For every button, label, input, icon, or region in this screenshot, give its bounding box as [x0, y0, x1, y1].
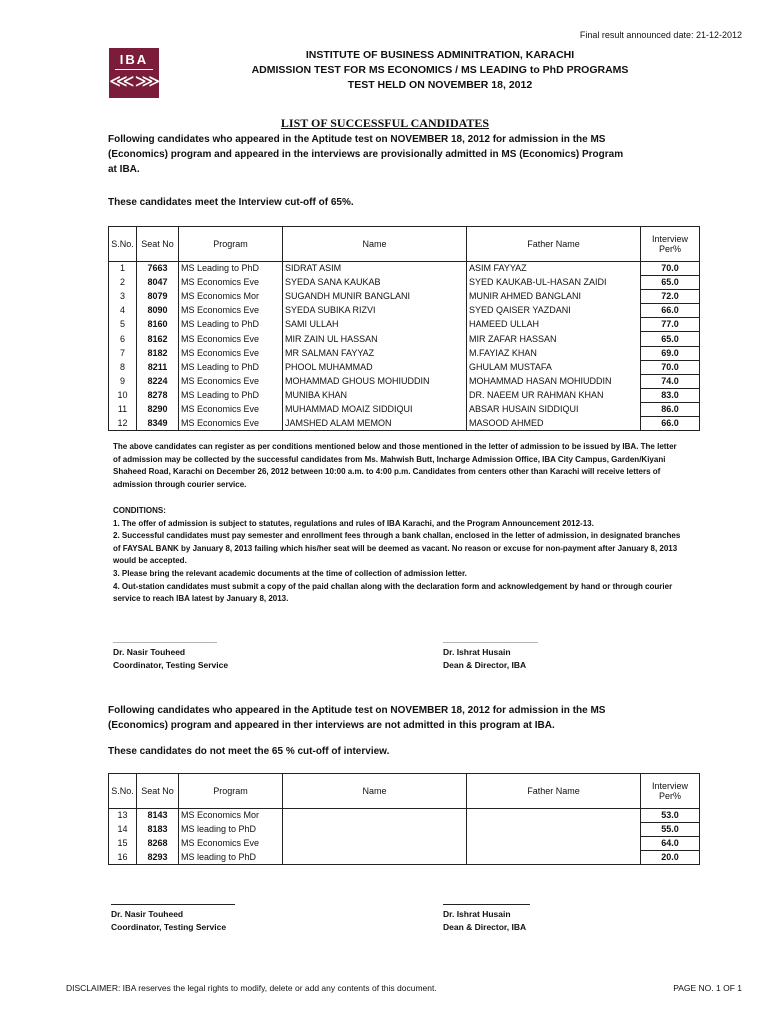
table-row — [109, 318, 700, 332]
cell-seat: 8224 — [137, 374, 179, 388]
cell-name — [283, 809, 467, 823]
col-interview: Interview Per% — [641, 227, 700, 262]
admission-test-title: ADMISSION TEST FOR MS ECONOMICS / MS LEADING to PhD PROGRAMS — [251, 64, 629, 76]
logo-mark-icon: ⋘⋙ — [109, 71, 161, 91]
cell-program: MS Economics Mor — [179, 290, 283, 304]
cell-sno: 1 — [109, 262, 137, 276]
cell-program: MS Leading to PhD — [179, 262, 283, 276]
cell-sno: 14 — [109, 823, 137, 837]
table-row — [109, 837, 700, 851]
cell-interview-pct: 83.0 — [641, 388, 700, 402]
table-row — [109, 332, 700, 346]
cell-sno: 10 — [109, 388, 137, 402]
cell-sno: 13 — [109, 809, 137, 823]
conditions-section — [113, 505, 683, 606]
cell-interview-pct: 55.0 — [641, 823, 700, 837]
col-father: Father Name — [467, 774, 641, 809]
condition-2: 2. Successful candidates must pay semester and enrollment fees through a bank challan, enclosed in the letter of admission, in designated branches of FAYSAL BANK by January 8, 2013 failing which his/her seat will be deemed as vacant. No reason or excuse for non-payment after January 8, 2013 would be accepted. — [113, 531, 681, 566]
cell-sno: 8 — [109, 360, 137, 374]
cell-seat: 8162 — [137, 332, 179, 346]
cell-program: MS leading to PhD — [179, 851, 283, 865]
logo-rule — [115, 69, 153, 70]
cell-name: MUHAMMAD MOAIZ SIDDIQUI — [283, 402, 467, 416]
cutoff-unsuccessful: These candidates do not meet the 65 % cut-off of interview. — [108, 746, 390, 757]
col-interview: Interview Per% — [641, 774, 700, 809]
signatory-title: Coordinator, Testing Service — [111, 922, 227, 932]
cell-father: MOHAMMAD HASAN MOHIUDDIN — [467, 374, 641, 388]
table-row — [109, 346, 700, 360]
cell-father: SYED QAISER YAZDANI — [467, 304, 641, 318]
cell-seat: 7663 — [137, 262, 179, 276]
cell-father: DR. NAEEM UR RAHMAN KHAN — [467, 388, 641, 402]
col-seat: Seat No — [137, 227, 179, 262]
table-row — [109, 823, 700, 837]
cell-sno: 6 — [109, 332, 137, 346]
cutoff-successful: These candidates meet the Interview cut-off of 65%. — [108, 197, 354, 208]
col-program: Program — [179, 227, 283, 262]
cell-father: GHULAM MUSTAFA — [467, 360, 641, 374]
cell-seat: 8268 — [137, 837, 179, 851]
disclaimer: DISCLAIMER: IBA reserves the legal rights to modify, delete or add any contents of this document. — [66, 983, 437, 993]
document-header — [150, 48, 730, 93]
col-sno: S.No. — [109, 774, 137, 809]
cell-name — [283, 837, 467, 851]
cell-seat: 8160 — [137, 318, 179, 332]
cell-interview-pct: 64.0 — [641, 837, 700, 851]
signatory-name: Dr. Ishrat Husain — [443, 647, 511, 657]
cell-name: JAMSHED ALAM MEMON — [283, 417, 467, 431]
cell-program: MS Economics Mor — [179, 809, 283, 823]
logo-text: IBA — [119, 52, 149, 67]
cell-sno: 2 — [109, 276, 137, 290]
cell-interview-pct: 66.0 — [641, 417, 700, 431]
table-header-row — [109, 774, 700, 809]
condition-3: 3. Please bring the relevant academic documents at the time of collection of admission letter. — [113, 568, 467, 578]
registration-note: The above candidates can register as per conditions mentioned below and those mentioned in the letter of admission to be issued by IBA. The letter of admission may be collected by the successful candidates from Ms. Mahwish Butt, Incharge Admission Office, IBA City Campus, Garden/Kiyani Shaheed Road, Karachi on December 26, 2012 between 10:00 a.m. to 4:00 p.m. Candidates from centers other than Karachi will receive letters of admission through courier service. — [113, 442, 677, 489]
cell-father: ASIM FAYYAZ — [467, 262, 641, 276]
intro-unsuccessful: Following candidates who appeared in the Aptitude test on NOVEMBER 18, 2012 for admission in the MS (Economics) program and appeared in ther interviews are not admitted in this program at IBA. — [108, 705, 606, 731]
signatory-name: Dr. Nasir Touheed — [113, 647, 186, 657]
signatory-title: Dean & Director, IBA — [443, 660, 527, 670]
condition-4: 4. Out-station candidates must submit a copy of the paid challan along with the declaration form and acknowledgement by hand or through courier service to reach IBA latest by January 8, 2013. — [113, 581, 673, 604]
cell-name: SYEDA SUBIKA RIZVI — [283, 304, 467, 318]
cell-seat: 8349 — [137, 417, 179, 431]
cell-father: ABSAR HUSAIN SIDDIQUI — [467, 402, 641, 416]
table-row — [109, 417, 700, 431]
cell-seat: 8143 — [137, 809, 179, 823]
test-date: TEST HELD ON NOVEMBER 18, 2012 — [347, 79, 533, 91]
table-row — [109, 290, 700, 304]
table-row — [109, 374, 700, 388]
cell-sno: 5 — [109, 318, 137, 332]
announce-date: Final result announced date: 21-12-2012 — [579, 30, 742, 40]
cell-interview-pct: 66.0 — [641, 304, 700, 318]
table-row — [109, 851, 700, 865]
cell-father: MIR ZAFAR HASSAN — [467, 332, 641, 346]
cell-father — [467, 823, 641, 837]
cell-father — [467, 809, 641, 823]
signature-line: ____________________ — [443, 634, 538, 644]
list-title: LIST OF SUCCESSFUL CANDIDATES — [280, 116, 490, 130]
cell-seat: 8211 — [137, 360, 179, 374]
cell-father: SYED KAUKAB-UL-HASAN ZAIDI — [467, 276, 641, 290]
cell-seat: 8182 — [137, 346, 179, 360]
signature-dean-2 — [443, 908, 526, 934]
cell-program: MS Leading to PhD — [179, 388, 283, 402]
cell-program: MS Economics Eve — [179, 332, 283, 346]
cell-seat: 8047 — [137, 276, 179, 290]
table-row — [109, 809, 700, 823]
intro-successful: Following candidates who appeared in the Aptitude test on NOVEMBER 18, 2012 for admission in the MS (Economics) program and appeared in the interviews are provisionally admitted in MS (Economics) Program at IBA. — [108, 134, 624, 175]
cell-interview-pct: 69.0 — [641, 346, 700, 360]
cell-seat: 8293 — [137, 851, 179, 865]
cell-interview-pct: 65.0 — [641, 332, 700, 346]
cell-program: MS Leading to PhD — [179, 360, 283, 374]
cell-name: SAMI ULLAH — [283, 318, 467, 332]
cell-father: M.FAYIAZ KHAN — [467, 346, 641, 360]
successful-table — [108, 226, 700, 431]
table-row — [109, 360, 700, 374]
institute-name: INSTITUTE OF BUSINESS ADMINITRATION, KARACHI — [305, 49, 575, 61]
cell-name: MIR ZAIN UL HASSAN — [283, 332, 467, 346]
col-program: Program — [179, 774, 283, 809]
cell-father: MASOOD AHMED — [467, 417, 641, 431]
table-row — [109, 402, 700, 416]
cell-father — [467, 837, 641, 851]
cell-name: PHOOL MUHAMMAD — [283, 360, 467, 374]
cell-seat: 8090 — [137, 304, 179, 318]
cell-name: SUGANDH MUNIR BANGLANI — [283, 290, 467, 304]
cell-name: SYEDA SANA KAUKAB — [283, 276, 467, 290]
signatory-title: Coordinator, Testing Service — [113, 660, 229, 670]
cell-name: SIDRAT ASIM — [283, 262, 467, 276]
cell-sno: 15 — [109, 837, 137, 851]
signature-line-left — [111, 904, 235, 905]
signature-coordinator-2 — [111, 908, 226, 934]
cell-program: MS Economics Eve — [179, 402, 283, 416]
table-row — [109, 276, 700, 290]
col-seat: Seat No — [137, 774, 179, 809]
col-name: Name — [283, 227, 467, 262]
cell-sno: 3 — [109, 290, 137, 304]
table-row — [109, 262, 700, 276]
unsuccessful-table — [108, 773, 700, 865]
signatory-name: Dr. Nasir Touheed — [111, 909, 184, 919]
cell-sno: 11 — [109, 402, 137, 416]
cell-program: MS Economics Eve — [179, 837, 283, 851]
cell-program: MS Economics Eve — [179, 374, 283, 388]
cell-interview-pct: 70.0 — [641, 262, 700, 276]
cell-name: MOHAMMAD GHOUS MOHIUDDIN — [283, 374, 467, 388]
signature-line: ______________________ — [113, 634, 218, 644]
cell-sno: 16 — [109, 851, 137, 865]
col-father: Father Name — [467, 227, 641, 262]
cell-sno: 12 — [109, 417, 137, 431]
table-row — [109, 304, 700, 318]
cell-interview-pct: 86.0 — [641, 402, 700, 416]
cell-name — [283, 823, 467, 837]
cell-interview-pct: 77.0 — [641, 318, 700, 332]
col-name: Name — [283, 774, 467, 809]
signature-line-right — [443, 904, 530, 905]
signatory-name: Dr. Ishrat Husain — [443, 909, 511, 919]
table-row — [109, 388, 700, 402]
col-sno: S.No. — [109, 227, 137, 262]
cell-program: MS Economics Eve — [179, 304, 283, 318]
cell-program: MS leading to PhD — [179, 823, 283, 837]
cell-name: MUNIBA KHAN — [283, 388, 467, 402]
cell-sno: 9 — [109, 374, 137, 388]
cell-interview-pct: 72.0 — [641, 290, 700, 304]
cell-program: MS Leading to PhD — [179, 318, 283, 332]
cell-program: MS Economics Eve — [179, 417, 283, 431]
cell-interview-pct: 65.0 — [641, 276, 700, 290]
cell-name: MR SALMAN FAYYAZ — [283, 346, 467, 360]
signature-coordinator-1 — [113, 633, 228, 672]
cell-seat: 8278 — [137, 388, 179, 402]
cell-sno: 4 — [109, 304, 137, 318]
cell-father: HAMEED ULLAH — [467, 318, 641, 332]
cell-interview-pct: 70.0 — [641, 360, 700, 374]
cell-seat: 8079 — [137, 290, 179, 304]
page-number: PAGE NO. 1 OF 1 — [673, 983, 742, 993]
signature-dean-1 — [443, 633, 538, 672]
cell-seat: 8290 — [137, 402, 179, 416]
condition-1: 1. The offer of admission is subject to statutes, regulations and rules of IBA Karachi, and the Program Announcement 2012-13. — [113, 518, 594, 528]
cell-program: MS Economics Eve — [179, 346, 283, 360]
table-header-row — [109, 227, 700, 262]
cell-interview-pct: 53.0 — [641, 809, 700, 823]
cell-seat: 8183 — [137, 823, 179, 837]
cell-name — [283, 851, 467, 865]
cell-father: MUNIR AHMED BANGLANI — [467, 290, 641, 304]
conditions-title: CONDITIONS: — [113, 506, 166, 515]
cell-interview-pct: 20.0 — [641, 851, 700, 865]
cell-sno: 7 — [109, 346, 137, 360]
cell-father — [467, 851, 641, 865]
cell-program: MS Economics Eve — [179, 276, 283, 290]
signatory-title: Dean & Director, IBA — [443, 922, 527, 932]
cell-interview-pct: 74.0 — [641, 374, 700, 388]
